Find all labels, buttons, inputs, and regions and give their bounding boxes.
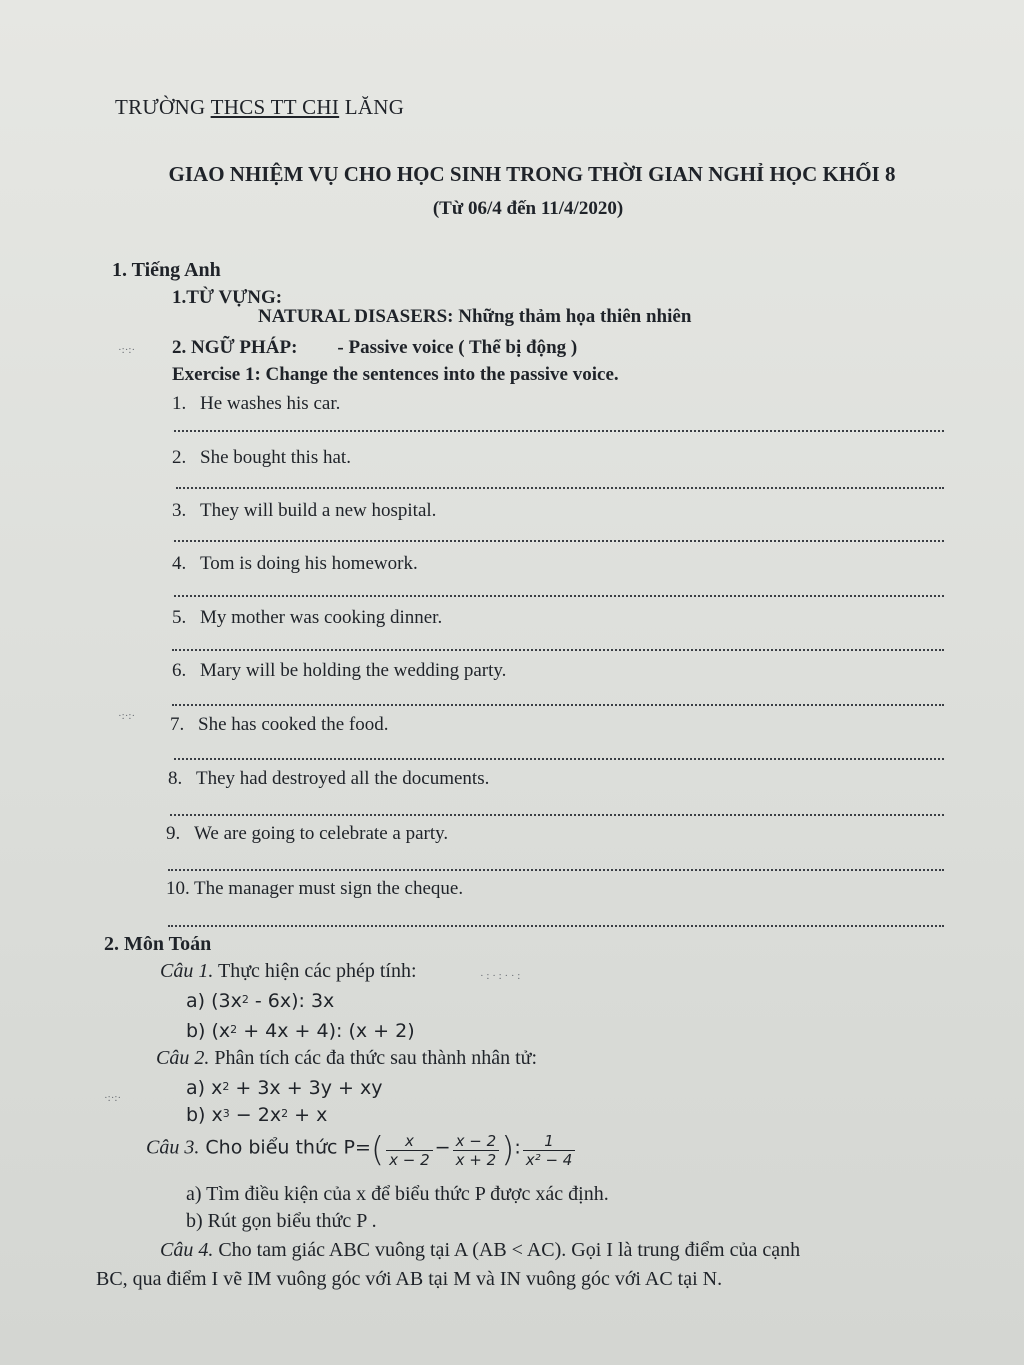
school-suffix: LĂNG: [339, 95, 405, 119]
question-text: He washes his car.: [200, 393, 341, 414]
answer-line[interactable]: [174, 758, 944, 760]
vocab-heading: 1.TỪ VỰNG:: [172, 287, 283, 308]
section-english-heading: 1. Tiếng Anh: [112, 259, 221, 281]
school-underlined: THCS TT CHI: [210, 95, 340, 119]
question-text: My mother was cooking dinner.: [200, 607, 443, 628]
q2-text: Phân tích các đa thức sau thành nhân tử:: [209, 1047, 538, 1069]
question-number: 8.: [168, 768, 183, 789]
question-text: The manager must sign the cheque.: [194, 878, 464, 899]
answer-line[interactable]: [172, 704, 944, 706]
scan-speck: ·:·:·: [118, 710, 136, 722]
q1b-exp: 2: [230, 1023, 238, 1036]
f3-den: x² − 4: [525, 1150, 573, 1169]
question-text: She bought this hat.: [200, 447, 351, 468]
q2-label: Câu 2.: [156, 1047, 210, 1069]
exercise-question: [172, 553, 418, 575]
answer-line[interactable]: [174, 595, 944, 597]
q3-fraction-2: [453, 1132, 500, 1169]
exercise-question: [172, 607, 442, 629]
q2-part-a: [186, 1077, 383, 1099]
q4-line2: BC, qua điểm I vẽ IM vuông góc với AB tại M và IN vuông góc với AC tại N.: [96, 1268, 723, 1290]
q2b-mid: − 2x: [229, 1104, 282, 1126]
answer-line[interactable]: [174, 430, 944, 432]
q1a-exp: 2: [241, 993, 249, 1006]
math-question-1: [160, 960, 417, 983]
open-paren: (: [370, 1130, 385, 1170]
q2b-post: + x: [288, 1104, 328, 1126]
q3-minus: −: [434, 1136, 451, 1159]
question-text: They will build a new hospital.: [200, 500, 437, 521]
question-number: 7.: [170, 714, 185, 735]
answer-line[interactable]: [174, 540, 944, 542]
question-number: 5.: [172, 607, 187, 628]
f2-num: x − 2: [453, 1132, 500, 1151]
scan-speck: · : · : · · :: [480, 970, 521, 982]
question-text: She has cooked the food.: [198, 714, 389, 735]
exercise-question: [166, 823, 448, 845]
q3-fraction-3: [523, 1132, 576, 1169]
math-question-3: [146, 1130, 577, 1170]
scan-speck: ·:·:·: [118, 344, 136, 356]
document-dates: (Từ 06/4 đến 11/4/2020): [432, 198, 624, 219]
answer-line[interactable]: [168, 869, 944, 871]
school-prefix: TRƯỜNG: [115, 95, 211, 119]
question-text: They had destroyed all the documents.: [196, 768, 490, 789]
q3-part-a: a) Tìm điều kiện của x để biểu thức P được xác định.: [186, 1183, 609, 1205]
q4-line1: Cho tam giác ABC vuông tại A (AB < AC). Gọi I là trung điểm của cạnh: [213, 1239, 801, 1261]
exercise-question: [168, 768, 489, 790]
q2b-exp2: 2: [281, 1107, 289, 1120]
q2b-exp1: 3: [222, 1107, 230, 1120]
grammar-label: 2. NGỮ PHÁP:: [172, 337, 298, 358]
f1-den: x − 2: [389, 1150, 430, 1169]
q1-label: Câu 1.: [160, 960, 214, 982]
q4-label: Câu 4.: [160, 1239, 214, 1261]
q1b-post: + 4x + 4): (x + 2): [237, 1020, 415, 1042]
question-number: 2.: [172, 447, 187, 468]
answer-line[interactable]: [170, 814, 944, 816]
q2a-pre: a) x: [186, 1077, 223, 1099]
q3-label: Câu 3.: [146, 1136, 200, 1159]
f1-num: x: [386, 1132, 433, 1151]
question-number: 10.: [166, 878, 190, 899]
scan-speck: ·:·:·: [104, 1092, 122, 1104]
answer-line[interactable]: [172, 649, 944, 651]
exercise-question: [170, 714, 388, 736]
question-text: Tom is doing his homework.: [200, 553, 418, 574]
close-paren: ): [501, 1130, 515, 1170]
question-text: Mary will be holding the wedding party.: [200, 660, 507, 681]
section-math-heading: 2. Môn Toán: [104, 933, 212, 955]
math-question-4: [160, 1239, 800, 1262]
q1-part-b: [186, 1020, 415, 1042]
q1a-post: - 6x): 3x: [248, 990, 335, 1012]
grammar-line: [172, 337, 577, 359]
q3-fraction-1: [386, 1132, 433, 1169]
document-title: GIAO NHIỆM VỤ CHO HỌC SINH TRONG THỜI GIAN NGHỈ HỌC KHỐI 8: [168, 162, 896, 186]
q1b-pre: b) (x: [186, 1020, 231, 1042]
exercise-question: [172, 500, 436, 522]
q3-text: Cho biểu thức P=: [199, 1136, 371, 1159]
q3-part-b: b) Rút gọn biểu thức P .: [186, 1210, 377, 1232]
q3-div: :: [514, 1136, 521, 1159]
vocab-topic: NATURAL DISASERS: Những thảm họa thiên nhiên: [258, 306, 692, 327]
grammar-topic: - Passive voice ( Thể bị động ): [337, 337, 578, 358]
q2b-pre: b) x: [186, 1104, 223, 1126]
question-number: 9.: [166, 823, 181, 844]
exercise-instruction: Exercise 1: Change the sentences into the passive voice.: [172, 364, 619, 385]
math-question-2: [156, 1047, 537, 1070]
f3-num: 1: [523, 1132, 576, 1151]
f2-den: x + 2: [455, 1150, 497, 1169]
question-text: We are going to celebrate a party.: [194, 823, 449, 844]
exercise-question: [172, 393, 340, 415]
question-number: 1.: [172, 393, 187, 414]
exercise-question: [172, 447, 351, 469]
q1a-pre: a) (3x: [186, 990, 242, 1012]
answer-line[interactable]: [176, 487, 944, 489]
question-number: 4.: [172, 553, 187, 574]
q2a-exp: 2: [222, 1080, 230, 1093]
school-name: [115, 95, 404, 120]
q1-part-a: [186, 990, 334, 1012]
exercise-question: [166, 878, 463, 900]
answer-line[interactable]: [168, 925, 944, 927]
q1-text: Thực hiện các phép tính:: [213, 960, 417, 982]
q2-part-b: [186, 1104, 327, 1126]
question-number: 6.: [172, 660, 187, 681]
exercise-question: [172, 660, 506, 682]
question-number: 3.: [172, 500, 187, 521]
q2a-post: + 3x + 3y + xy: [229, 1077, 383, 1099]
